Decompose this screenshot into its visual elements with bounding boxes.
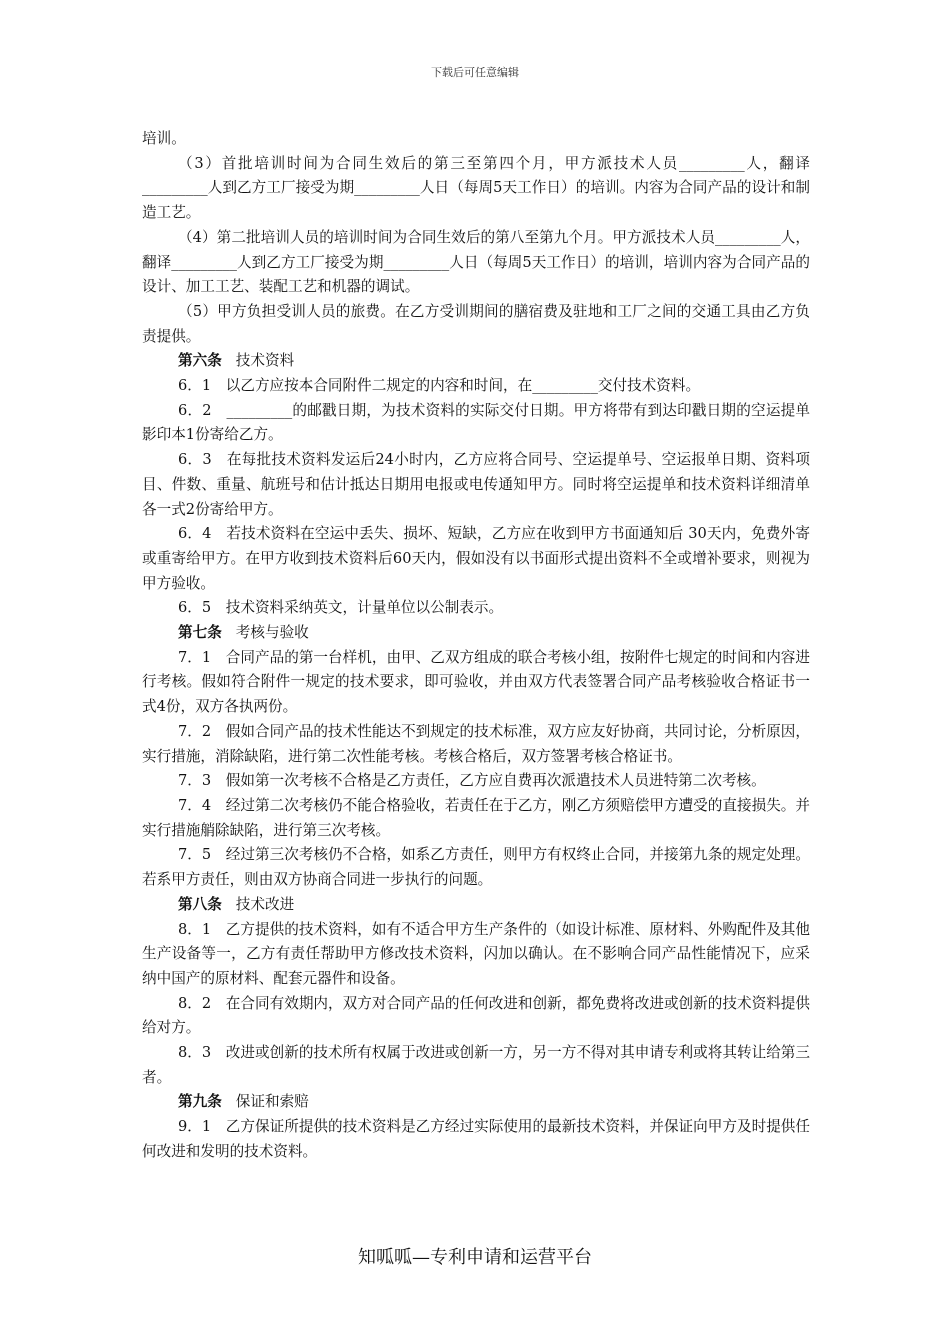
article-6-number: 第六条 <box>178 352 222 370</box>
article-7-heading <box>142 621 810 646</box>
article-8-heading <box>142 893 810 918</box>
clause-7-2: 7．2 假如合同产品的技术性能达不到规定的技术标准，双方应友好协商，共同讨论，分析原因，实行措施，消除缺陷，进行第二次性能考核。考核合格后，双方签署考核合格证书。 <box>142 722 810 765</box>
clause-7-1: 7．1 合同产品的第一台样机，由甲、乙双方组成的联合考核小组，按附件七规定的时间和内容进行考核。假如符合附件一规定的技术要求，即可验收，并由双方代表签署合同产品考核验收合格证书一式4份，双方各执两份。 <box>142 648 810 716</box>
clause-7-4: 7．4 经过第二次考核仍不能合格验收，若责任在于乙方，刚乙方须赔偿甲方遭受的直接损失。并实行措施艄除缺陷，进行第三次考核。 <box>142 796 810 839</box>
article-7-title: 考核与验收 <box>235 624 309 642</box>
clause-7-3: 7．3 假如第一次考核不合格是乙方责任，乙方应自费再次派遣技术人员进特第二次考核。 <box>178 772 766 790</box>
article-8-number: 第八条 <box>178 895 222 913</box>
article-9-title: 保证和索赔 <box>235 1093 309 1111</box>
clause-6-5: 6．5 技术资料采纳英文，计量单位以公制表示。 <box>178 599 504 617</box>
clause-8-2: 8．2 在合同有效期内，双方对合同产品的任何改进和创新，都免费将改进或创新的技术资料提供给对方。 <box>142 994 810 1037</box>
paragraph-training-3: （3）首批培训时间为合同生效后的第三至第四个月，甲方派技术人员_________人，翻译_________人到乙方工厂接受为期_________人日（每周5天工作日）的培训。内容为合同产品的设计和制造工艺。 <box>142 154 810 222</box>
paragraph-training-end: 培训。 <box>142 130 186 147</box>
article-9-number: 第九条 <box>178 1093 222 1111</box>
clause-7-5: 7．5 经过第三次考核仍不合格，如系乙方责任，则甲方有权终止合同，并接第九条的规定处理。若系甲方责任，则由双方协商合同进一步执行的问题。 <box>142 846 810 889</box>
article-6-heading <box>142 349 810 374</box>
clause-6-4: 6．4 若技术资料在空运中丢失、损坏、短缺，乙方应在收到甲方书面通知后 30天内，免费外寄或重寄给甲方。在甲方收到技术资料后60天内，假如没有以书面形式提出资料不全或增补要求，则视为甲方验收。 <box>142 525 810 592</box>
article-9-heading <box>142 1090 810 1115</box>
document-body <box>142 127 810 1165</box>
article-8-title: 技术改进 <box>235 895 295 913</box>
clause-8-1: 8．1 乙方提供的技术资料，如有不适合甲方生产条件的（如设计标准、原材料、外购配件及其他生产设备等一，乙方有责任帮助甲方修改技术资料，闪加以确认。在不影响合同产品性能情况下，应采纳中国产的原材料、配套元器件和设备。 <box>142 920 810 987</box>
clause-6-3: 6．3 在每批技术资料发运后24小时内，乙方应将合同号、空运提单号、空运报单日期、资料项目、件数、重量、航班号和估计抵达日期用电报或电传通知甲方。同时将空运提单和技术资料详细清单各一式2份寄给甲方。 <box>142 451 810 518</box>
paragraph-training-5: （5）甲方负担受训人员的旅费。在乙方受训期间的膳宿费及驻地和工厂之间的交通工具由乙方负责提供。 <box>142 302 810 345</box>
article-7-number: 第七条 <box>178 624 222 642</box>
article-6-title: 技术资料 <box>235 352 295 370</box>
clause-6-1: 6．1 以乙方应按本合同附件二规定的内容和时间，在_________交付技术资料。 <box>178 377 701 395</box>
page-header: 下载后可任意编辑 <box>431 66 519 79</box>
paragraph-training-4: （4）第二批培训人员的培训时间为合同生效后的第八至第九个月。甲方派技术人员_________人，翻译_________人到乙方工厂接受为期_________人日（每周5天工作日）的培训，培训内容为合同产品的设计、加工工艺、装配工艺和机器的调试。 <box>142 228 810 296</box>
clause-8-3: 8．3 改进或创新的技术所有权属于改进或创新一方，另一方不得对其申请专利或将其转让给第三者。 <box>142 1044 810 1086</box>
clause-6-2: 6．2 _________的邮戳日期，为技术资料的实际交付日期。甲方将带有到达印戳日期的空运提单影印本1份寄给乙方。 <box>142 401 810 444</box>
page-footer: 知呱呱—专利申请和运营平台 <box>358 1247 592 1268</box>
clause-9-1: 9．1 乙方保证所提供的技术资料是乙方经过实际使用的最新技术资料，并保证向甲方及时提供任何改进和发明的技术资料。 <box>142 1118 810 1160</box>
